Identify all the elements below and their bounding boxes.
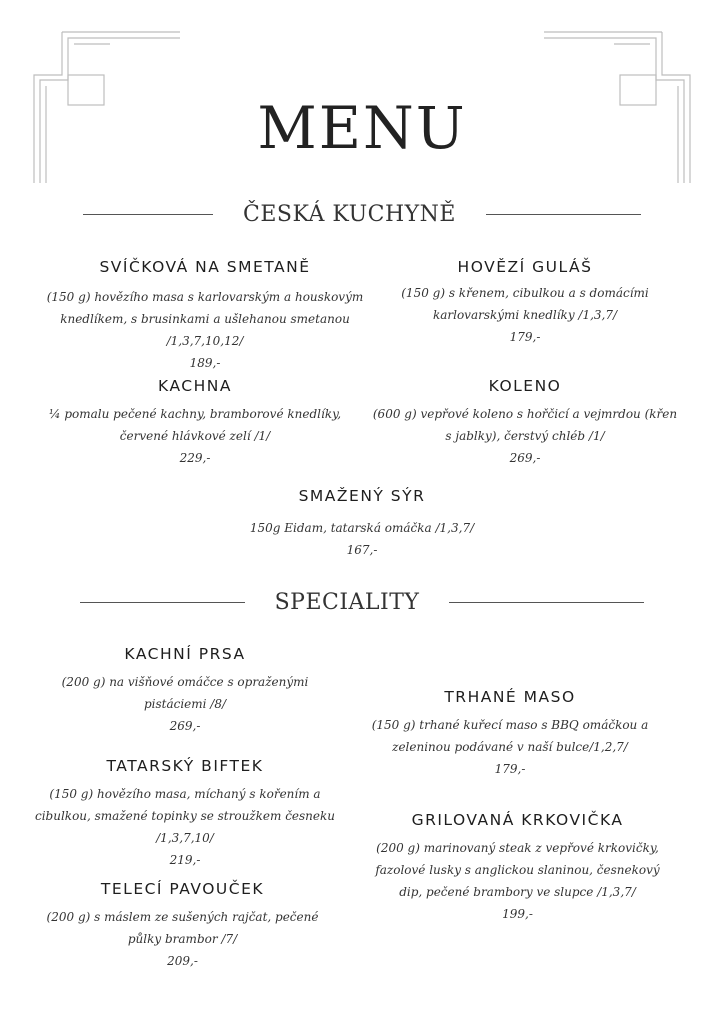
- divider-line: [83, 214, 213, 215]
- menu-item-teleci-pavoucek: [30, 880, 335, 972]
- item-price: 167,-: [346, 543, 378, 557]
- item-price: 269,-: [169, 719, 201, 733]
- item-name: GRILOVANÁ KRKOVIČKA: [411, 811, 624, 829]
- menu-item-gulas: [380, 258, 670, 348]
- item-price: 179,-: [494, 762, 526, 776]
- section-heading-speciality: [0, 590, 724, 615]
- menu-item-smazeny-syr: [200, 487, 524, 561]
- section-heading-czech: [0, 202, 724, 227]
- item-price: 229,-: [179, 451, 211, 465]
- item-price: 199,-: [502, 907, 533, 921]
- item-name: SVÍČKOVÁ NA SMETANĚ: [99, 258, 311, 276]
- menu-item-svickova: [40, 258, 370, 374]
- item-name: HOVĚZÍ GULÁŠ: [457, 258, 593, 276]
- divider-line: [449, 602, 644, 603]
- item-name: KOLENO: [488, 377, 562, 395]
- menu-item-kachni-prsa: [40, 645, 330, 737]
- item-description: 150g Eidam, tatarská omáčka /1,3,7/: [249, 521, 475, 535]
- item-description: (600 g) vepřové koleno s hořčicí a vejmrdou (křen s jablky), čerstvý chléb /1/: [372, 407, 678, 443]
- menu-item-tatarsky-biftek: [25, 757, 345, 871]
- item-price: 179,-: [509, 330, 541, 344]
- menu-item-grilovana-krkovicka: [370, 811, 665, 925]
- item-description: ¼ pomalu pečené kachny, bramborové knedlíky, červené hlávkové zelí /1/: [48, 407, 342, 443]
- item-description: (200 g) s máslem ze sušených rajčat, pečené půlky brambor /7/: [46, 910, 319, 946]
- divider-line: [80, 602, 245, 603]
- item-name: KACHNA: [158, 377, 232, 395]
- item-description: (150 g) hovězího masa s karlovarským a houskovým knedlíkem, s brusinkami a ušlehanou smetanou /1,3,7,10,12/: [46, 290, 364, 348]
- divider-line: [486, 214, 641, 215]
- item-description: (150 g) hovězího masa, míchaný s kořením a cibulkou, smažené topinky se stroužkem česneku /1,3,7,10/: [34, 787, 336, 845]
- menu-item-kachna: [40, 377, 350, 469]
- item-name: SMAŽENÝ SÝR: [298, 487, 426, 505]
- item-description: (200 g) marinovaný steak z vepřové krkovičky, fazolové lusky s anglickou slaninou, česnekový dip, pečené brambory ve slupce /1,3,7/: [375, 841, 660, 899]
- menu-item-trhane-maso: [370, 688, 650, 780]
- menu-item-koleno: [370, 377, 680, 469]
- item-name: KACHNÍ PRSA: [124, 645, 246, 663]
- item-price: 209,-: [167, 954, 198, 968]
- item-price: 189,-: [189, 356, 221, 370]
- section-heading-label: ČESKÁ KUCHYNĚ: [243, 202, 456, 227]
- item-description: (150 g) s křenem, cibulkou a s domácími karlovarskými knedlíky /1,3,7/: [401, 286, 649, 322]
- item-price: 269,-: [509, 451, 541, 465]
- item-description: (200 g) na višňové omáčce s opraženými pistáciemi /8/: [61, 675, 309, 711]
- item-name: TELECÍ PAVOUČEK: [100, 880, 265, 898]
- item-price: 219,-: [169, 853, 201, 867]
- section-heading-label: SPECIALITY: [274, 590, 420, 615]
- page-title: MENU: [257, 94, 467, 162]
- item-description: (150 g) trhané kuřecí maso s BBQ omáčkou a zeleninou podávané v naší bulce/1,2,7/: [371, 718, 649, 754]
- item-name: TATARSKÝ BIFTEK: [106, 757, 264, 775]
- item-name: TRHANÉ MASO: [444, 688, 576, 706]
